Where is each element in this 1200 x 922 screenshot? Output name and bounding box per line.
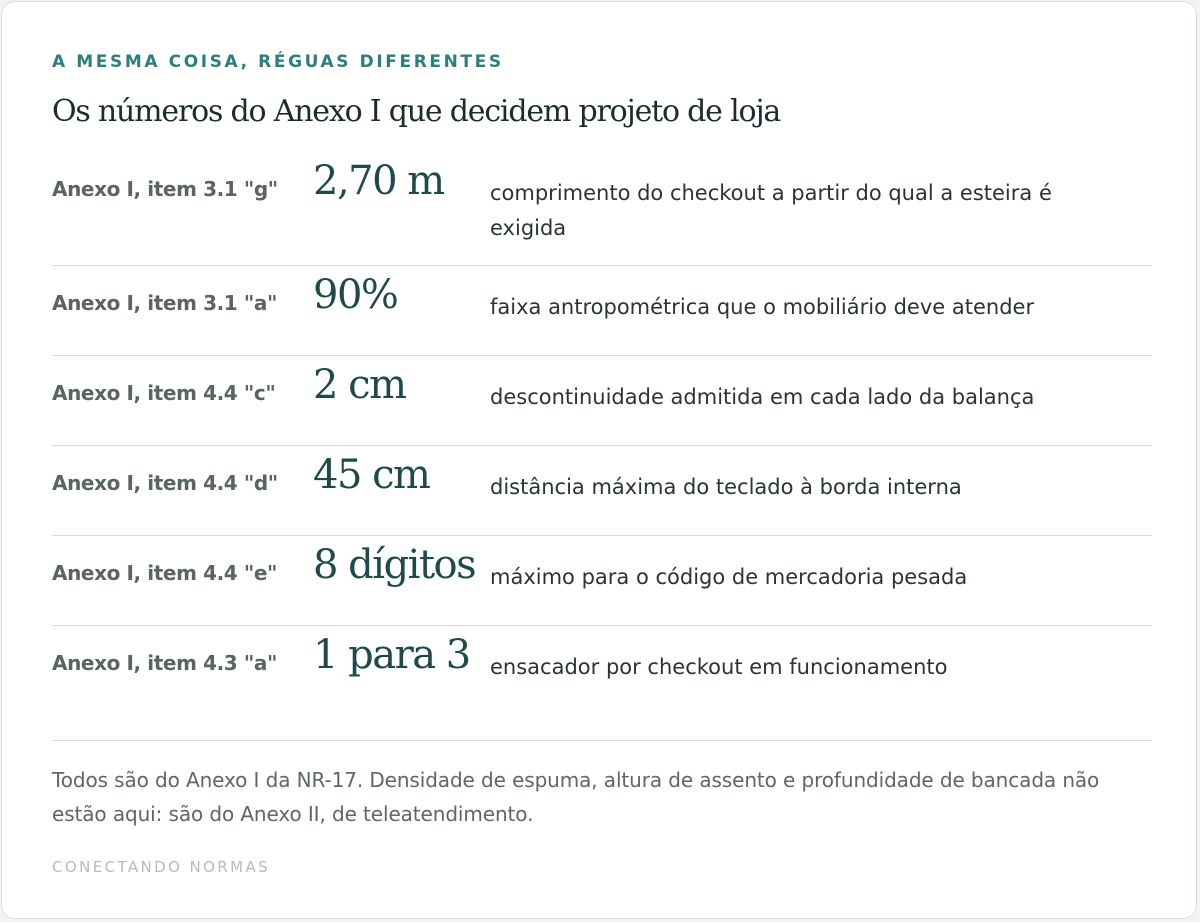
list-item bbox=[52, 446, 1152, 536]
card bbox=[1, 1, 1197, 919]
annex-reference: Anexo I, item 4.3 "a" bbox=[52, 651, 277, 675]
list-item bbox=[52, 536, 1152, 626]
list-item bbox=[52, 626, 1152, 715]
annex-reference: Anexo I, item 4.4 "d" bbox=[52, 471, 278, 495]
list-item bbox=[52, 356, 1152, 446]
divider bbox=[52, 740, 1152, 741]
figure-value: 1 para 3 bbox=[313, 632, 470, 678]
page-title: Os números do Anexo I que decidem projeto de loja bbox=[52, 94, 781, 129]
figure-value: 8 dígitos bbox=[313, 542, 476, 588]
figure-description: máximo para o código de mercadoria pesada bbox=[490, 565, 968, 589]
figure-value: 90% bbox=[313, 272, 398, 318]
figure-description: distância máxima do teclado à borda interna bbox=[490, 475, 962, 499]
figure-description: comprimento do checkout a partir do qual a esteira é exigida bbox=[490, 181, 1052, 240]
figure-description: descontinuidade admitida em cada lado da balança bbox=[490, 385, 1035, 409]
list-item bbox=[52, 266, 1152, 356]
annex-reference: Anexo I, item 4.4 "c" bbox=[52, 381, 276, 405]
figure-description: faixa antropométrica que o mobiliário deve atender bbox=[490, 295, 1035, 319]
figure-description: ensacador por checkout em funcionamento bbox=[490, 655, 948, 679]
figure-value: 2 cm bbox=[313, 362, 406, 408]
footnote: Todos são do Anexo I da NR-17. Densidade de espuma, altura de assento e profundidade de bancada não estão aqui: são do Anexo II, de teleatendimento. bbox=[52, 768, 1100, 826]
figure-value: 45 cm bbox=[313, 452, 430, 498]
annex-reference: Anexo I, item 3.1 "g" bbox=[52, 177, 278, 201]
annex-reference: Anexo I, item 3.1 "a" bbox=[52, 291, 277, 315]
list-item bbox=[52, 152, 1152, 266]
annex-reference: Anexo I, item 4.4 "e" bbox=[52, 561, 278, 585]
figure-value: 2,70 m bbox=[313, 158, 444, 204]
kicker-label: A MESMA COISA, RÉGUAS DIFERENTES bbox=[52, 52, 504, 72]
footer-brand: CONECTANDO NORMAS bbox=[52, 858, 271, 876]
figures-list bbox=[52, 152, 1152, 715]
